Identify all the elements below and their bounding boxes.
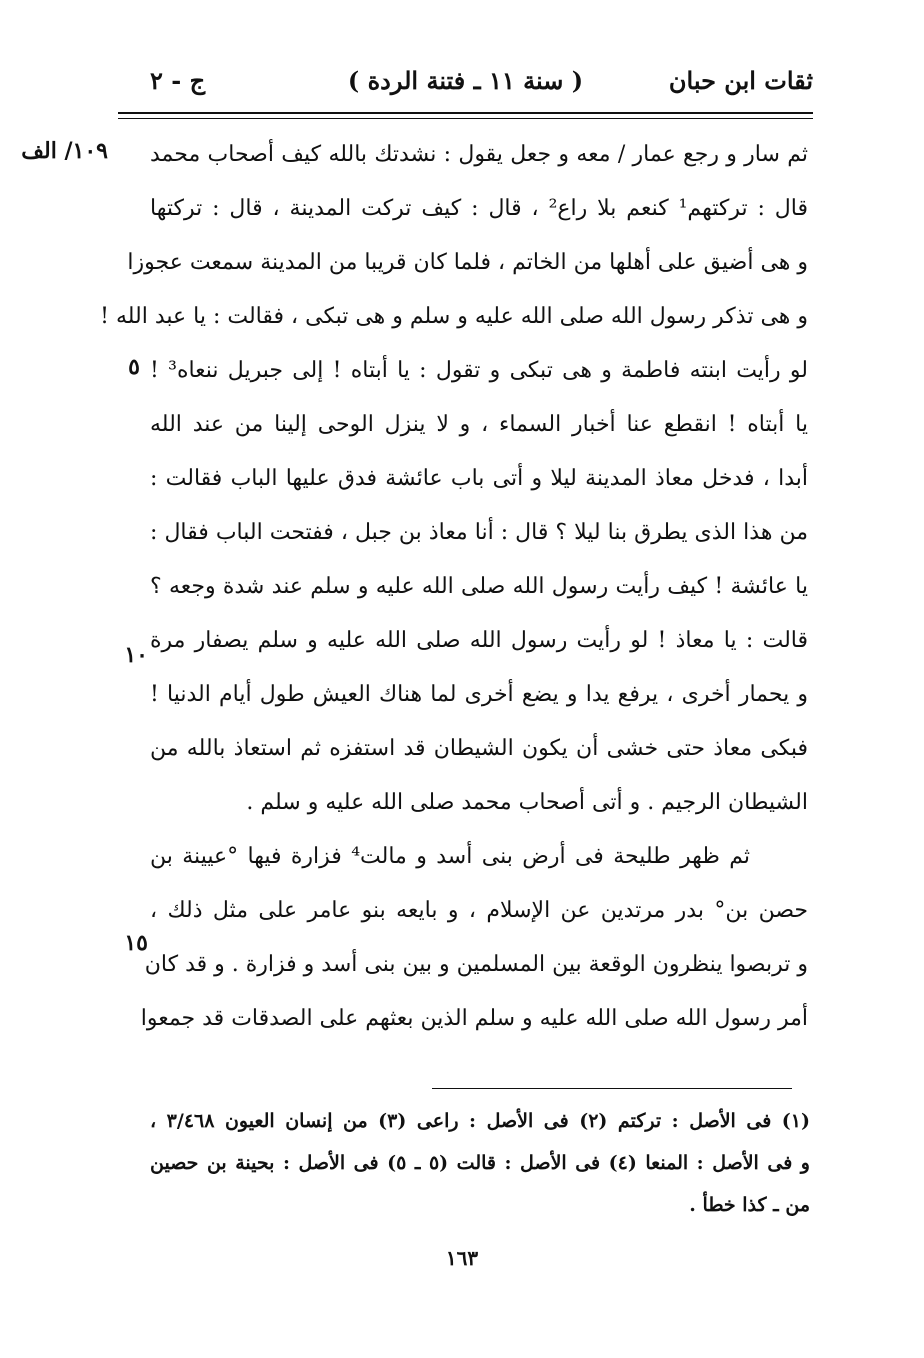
text-line: ثم ظهر طليحة فى أرض بنى أسد و مالت⁴ فزارة فيها °عيينة بن (150, 844, 750, 869)
footnote-line: من ـ كذا خطأ . (689, 1194, 810, 1216)
folio-marker: ١٠٩/ الف (21, 138, 108, 164)
page-number: ١٦٣ (445, 1246, 479, 1270)
volume-number: ج - ٢ (150, 66, 206, 95)
text-line: يا عائشة ! كيف رأيت رسول الله صلى الله عليه و سلم عند شدة وجعه ؟ (150, 574, 808, 599)
text-line: ثم سار و رجع عمار / معه و جعل يقول : نشدتك بالله كيف أصحاب محمد (150, 142, 808, 167)
header-rule-thin (118, 118, 813, 119)
text-line: حصن بن° بدر مرتدين عن الإسلام ، و بايعه بنو عامر على مثل ذلك ، (150, 898, 808, 923)
text-line: و هى تذكر رسول الله صلى الله عليه و سلم و هى تبكى ، فقالت : يا عبد الله ! (100, 304, 808, 329)
header-rule (118, 112, 813, 114)
text-line: لو رأيت ابنته فاطمة و هى تبكى و تقول : يا أبتاه ! إلى جبريل ننعاه³ ! (150, 358, 808, 383)
text-line: قال : تركتهم¹ كنعم بلا راع² ، قال : كيف تركت المدينة ، قال : تركتها (150, 196, 809, 221)
line-number-15: ١٥ (124, 930, 148, 956)
text-line: قالت : يا معاذ ! لو رأيت رسول الله صلى الله عليه و سلم يصفار مرة (150, 628, 808, 653)
text-line: فبكى معاذ حتى خشى أن يكون الشيطان قد استفزه ثم استعاذ بالله من (150, 736, 808, 761)
footnotes (150, 1100, 810, 1226)
text-line: الشيطان الرجيم . و أتى أصحاب محمد صلى الله عليه و سلم . (246, 790, 808, 815)
footnote-line: (١) فى الأصل : تركتم (٢) فى الأصل : راعى (٣) من إنسان العيون ٣/٤٦٨ ، (150, 1110, 811, 1132)
line-number-5: ٥ (128, 354, 140, 380)
text-line: من هذا الذى يطرق بنا ليلا ؟ قال : أنا معاذ بن جبل ، ففتحت الباب فقال : (150, 520, 808, 545)
section-title: ( سنة ١١ ـ فتنة الردة ) (347, 66, 584, 95)
text-line: و هى أضيق على أهلها من الخاتم ، فلما كان قريبا من المدينة سمعت عجوزا (127, 250, 808, 275)
line-number-10: ١٠ (124, 642, 148, 668)
text-line: يا أبتاه ! انقطع عنا أخبار السماء ، و لا ينزل الوحى إلينا من عند الله (150, 412, 808, 437)
text-line: و تربصوا ينظرون الوقعة بين المسلمين و بين بنى أسد و فزارة . و قد كان (144, 952, 808, 977)
book-title: ثقات ابن حبان (668, 66, 813, 95)
text-line: و يحمار أخرى ، يرفع يدا و يضع أخرى لما هناك العيش طول أيام الدنيا ! (150, 682, 808, 707)
footnote-line: و فى الأصل : المنعا (٤) فى الأصل : قالت (٥ ـ ٥) فى الأصل : بحينة بن حصين (150, 1152, 810, 1174)
running-header (118, 60, 813, 100)
text-line: أبدا ، فدخل معاذ المدينة ليلا و أتى باب عائشة فدق عليها الباب فقالت : (150, 466, 808, 491)
text-line: أمر رسول الله صلى الله عليه و سلم الذين بعثهم على الصدقات قد جمعوا (140, 1006, 808, 1031)
footnote-rule (432, 1088, 792, 1089)
